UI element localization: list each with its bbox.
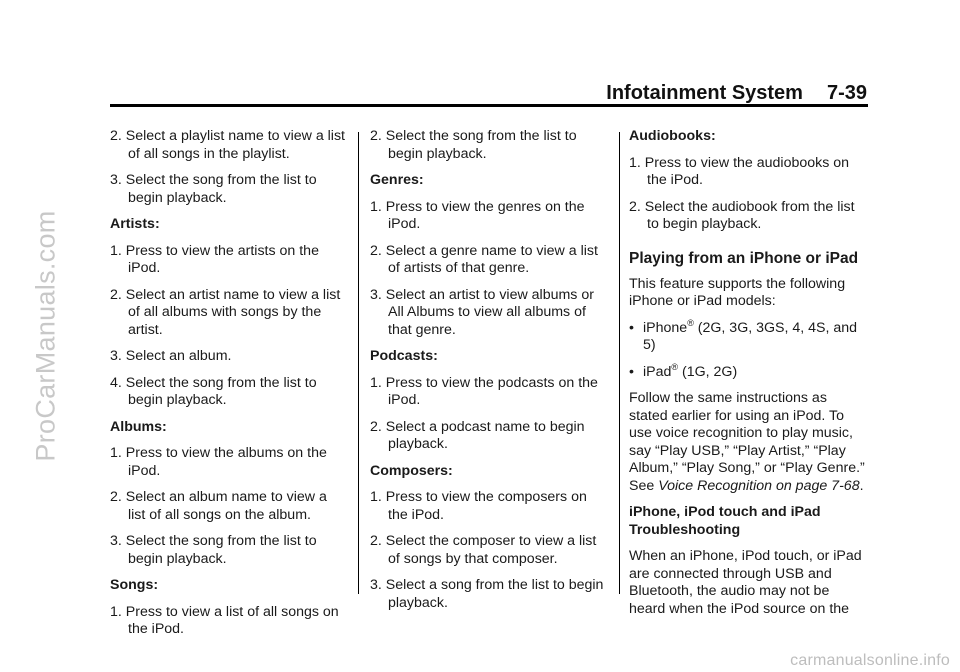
list-item: 1. Press to view a list of all songs on the iPod.: [110, 603, 339, 637]
list-item: 2. Select an album name to view a list of all songs on the album.: [110, 489, 327, 523]
ipad-models: (1G, 2G): [678, 363, 738, 380]
watermark: ProCarManuals.com: [30, 210, 61, 462]
list-item: 2. Select an artist name to view a list of all albums with songs by the artist.: [110, 286, 341, 338]
section-title: Infotainment System: [606, 82, 803, 104]
list-item: 3. Select a song from the list to begin playback.: [370, 577, 604, 611]
albums-heading: Albums:: [110, 418, 167, 435]
list-item: 1. Press to view the albums on the iPod.: [110, 445, 327, 479]
composers-heading: Composers:: [370, 462, 453, 479]
list-item: 3. Select an artist to view albums or All Albums to view all albums of that genre.: [370, 286, 594, 338]
follow-paragraph: [629, 390, 869, 495]
list-item: 1. Press to view the podcasts on the iPod.: [370, 374, 598, 408]
artists-heading: Artists:: [110, 216, 160, 232]
follow-text: Follow the same instructions as stated earlier for using an iPod. To use voice recognition to play music, say “Play USB,” “Play Artist,” “Play Album,” “Play Song,” or “Play Genre.” See: [629, 390, 865, 494]
list-item: 2. Select a podcast name to begin playback.: [370, 418, 585, 452]
list-item: 1. Press to view the composers on the iPod.: [370, 489, 587, 523]
list-item: 3. Select the song from the list to begin playback.: [110, 533, 317, 567]
intro-paragraph: This feature supports the following iPhone or iPad models:: [629, 275, 846, 309]
footer-watermark: carmanualsonline.info: [790, 652, 950, 669]
troubleshooting-paragraph: When an iPhone, iPod touch, or iPad are connected through USB and Bluetooth, the audio may not be heard when the iPod source on the: [629, 548, 862, 617]
bullet-icon: •: [629, 319, 634, 336]
list-item: 3. Select an album.: [110, 348, 232, 364]
page-number: 7-39: [826, 82, 867, 104]
follow-end: .: [859, 477, 864, 494]
audiobooks-heading: Audiobooks:: [629, 128, 716, 144]
iphone-name: iPhone: [643, 319, 688, 336]
troubleshooting-heading: iPhone, iPod touch and iPad Troubleshooting: [629, 504, 821, 538]
list-item: 1. Press to view the genres on the iPod.: [370, 198, 585, 232]
list-item: 3. Select the song from the list to begin playback.: [110, 172, 317, 206]
list-item: 2. Select a genre name to view a list of artists of that genre.: [370, 242, 598, 276]
bullet-item-ipad: [629, 361, 869, 382]
list-item: 1. Press to view the audiobooks on the iPod.: [629, 154, 850, 188]
iphone-models: (2G, 3G, 3GS, 4, 4S, and 5): [643, 319, 858, 353]
podcasts-heading: Podcasts:: [370, 348, 438, 364]
column-3: [629, 128, 869, 627]
column-2: [370, 128, 606, 621]
genres-heading: Genres:: [370, 172, 424, 188]
list-item: 1. Press to view the artists on the iPod.: [110, 242, 319, 276]
column-divider-1: [358, 132, 359, 594]
page-header: [606, 82, 867, 105]
cross-reference-link[interactable]: Voice Recognition on page 7-68: [658, 477, 860, 494]
bullet-icon: •: [629, 363, 634, 380]
songs-heading: Songs:: [110, 577, 159, 593]
ipad-name: iPad: [643, 363, 672, 380]
section-heading: Playing from an iPhone or iPad: [629, 249, 859, 267]
list-item: 2. Select the audiobook from the list to begin playback.: [629, 198, 855, 232]
list-item: 2. Select the composer to view a list of songs by that composer.: [370, 533, 597, 567]
list-item: 2. Select the song from the list to begin playback.: [370, 128, 577, 162]
column-divider-2: [619, 132, 620, 594]
column-1: [110, 128, 346, 648]
list-item: 2. Select a playlist name to view a list of all songs in the playlist.: [110, 128, 345, 162]
bullet-item-iphone: [629, 317, 869, 355]
list-item: 4. Select the song from the list to begin playback.: [110, 374, 317, 408]
header-rule: [110, 104, 868, 107]
registered-mark: ®: [687, 317, 694, 328]
registered-mark: ®: [671, 361, 679, 372]
